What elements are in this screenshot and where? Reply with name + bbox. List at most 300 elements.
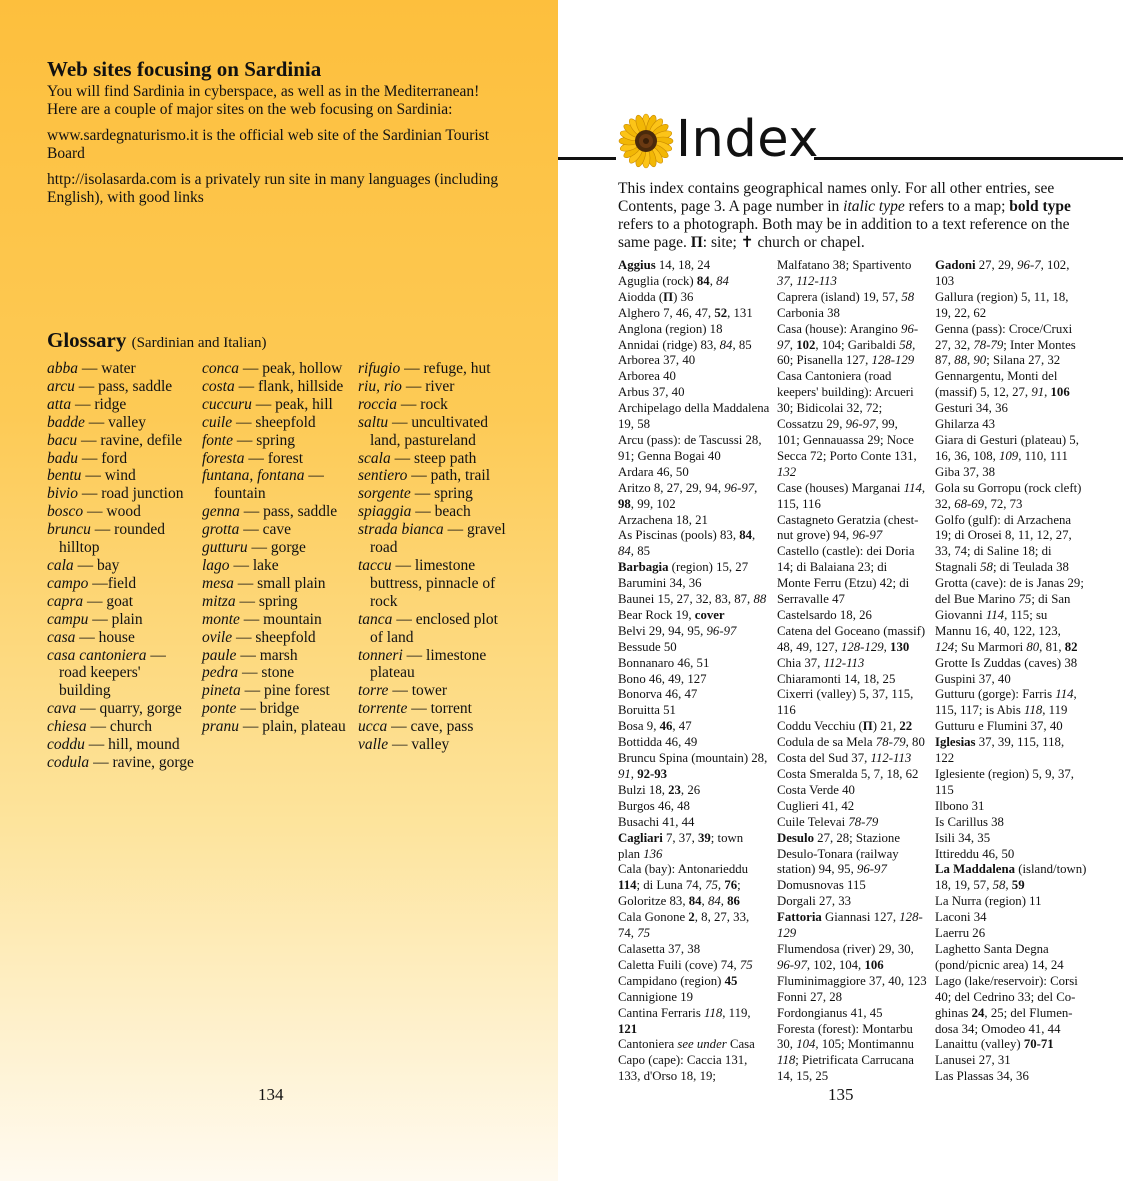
glossary-entry (47, 754, 195, 772)
glossary-definition: — fountain (214, 467, 324, 503)
glossary-column-2 (202, 360, 350, 736)
glossary-entry (47, 378, 195, 396)
index-entry: Lago (lake/reservoir): Corsi (935, 973, 1078, 988)
glossary-term: costa (202, 377, 235, 395)
glossary-definition: — water (78, 360, 136, 377)
glossary-definition: — valley (388, 736, 450, 754)
index-entry: Belvi 29, 94, 95, 96-97 (618, 623, 737, 638)
glossary-definition: — wind (81, 467, 136, 485)
index-entry: Monte Ferru (Etzu) 42; di (777, 576, 910, 591)
index-entry: station) 94, 95, 96-97 (777, 862, 887, 877)
index-entry: Arbus 37, 40 (618, 385, 685, 400)
glossary-term: cuccuru (202, 395, 252, 413)
glossary-entry (47, 396, 195, 414)
index-entry: 16, 36, 108, 109, 110, 111 (935, 448, 1068, 463)
glossary-definition: — sheepfold (232, 413, 316, 431)
glossary-term: casa cantoniera (47, 646, 147, 664)
glossary-term: bosco (47, 503, 84, 521)
index-entry: (massif) 5, 12, 27, 91, 106 (935, 385, 1070, 400)
glossary-term: bivio (47, 485, 78, 503)
index-entry: Laerru 26 (935, 926, 986, 941)
glossary-definition: — plain (88, 610, 143, 628)
glossary-term: bentu (47, 467, 82, 485)
index-entry: 121 (618, 1021, 638, 1036)
index-entry: Bulzi 18, 23, 26 (618, 782, 701, 797)
glossary-definition: — stone (238, 664, 295, 682)
index-column-3 (935, 258, 1085, 1085)
glossary-definition: — path, trail (407, 467, 491, 485)
glossary-entry (47, 414, 195, 432)
glossary-term: cava (47, 700, 77, 718)
index-entry: 91; Genna Bogai 40 (618, 448, 721, 463)
glossary-definition: — peak, hill (251, 395, 333, 413)
glossary-entry (47, 467, 195, 485)
index-entry: Ilbono 31 (935, 798, 985, 813)
glossary-term: saltu (358, 413, 389, 431)
glossary-entry (202, 647, 350, 665)
index-entry: Case (houses) Marganai 114, (777, 480, 926, 495)
index-entry: Mannu 16, 40, 122, 123, (935, 623, 1061, 638)
glossary-definition: — pine forest (240, 682, 330, 700)
web-sites-intro: You will find Sardinia in cyberspace, as well as in the Mediterranean! Here are a couple of major sites on the web focusing on Sardinia: (47, 83, 480, 118)
index-entry: As Piscinas (pools) 83, 84, (618, 528, 756, 543)
index-entry: Gennargentu, Monti del (935, 369, 1058, 384)
index-entry: Foresta (forest): Montarbu (777, 1021, 913, 1036)
glossary-term: ovile (202, 628, 233, 646)
index-entry: Dorgali 27, 33 (777, 894, 852, 909)
index-entry: Aggius 14, 18, 24 (618, 258, 711, 272)
glossary-term: sorgente (358, 485, 411, 503)
index-entry: Iglesiente (region) 5, 9, 37, (935, 767, 1074, 781)
glossary-definition: — ridge (71, 395, 127, 413)
index-entry: La Nurra (region) 11 (935, 894, 1042, 909)
glossary-definition: — road keepers' building (59, 646, 166, 700)
glossary-entry (358, 450, 508, 468)
index-entry: Serravalle 47 (777, 592, 845, 607)
index-entry: 32, 68-69, 72, 73 (935, 496, 1023, 511)
index-entry: 115 (935, 782, 954, 797)
glossary-term: ponte (202, 700, 237, 718)
index-entry: Arborea 40 (618, 369, 676, 384)
index-entry: 30; Bidicolai 32, 72; (777, 401, 883, 416)
glossary-entry (202, 718, 350, 736)
glossary-definition: — limestone plateau (370, 646, 487, 682)
index-entry: Baunei 15, 27, 32, 83, 87, 88 (618, 592, 767, 607)
index-entry: Cagliari 7, 37, 39; town (618, 830, 744, 845)
index-entry: Stagnali 58; di Teulada 38 (935, 560, 1069, 575)
index-entry: Bonorva 46, 47 (618, 687, 698, 702)
glossary-term: mitza (202, 592, 236, 610)
glossary-term: campo (47, 574, 89, 592)
glossary-definition: — beach (411, 503, 471, 521)
glossary-term: torrente (358, 700, 408, 718)
glossary-definition: — marsh (236, 646, 298, 664)
glossary-definition: — torrent (407, 700, 472, 718)
glossary-definition: —field (88, 574, 137, 592)
glossary-entry (47, 575, 195, 593)
glossary-term: genna (202, 503, 240, 521)
glossary-term: paule (202, 646, 237, 664)
glossary-entry (202, 467, 350, 503)
index-entry: Costa Verde 40 (777, 782, 855, 797)
index-entry: Gesturi 34, 36 (935, 401, 1008, 416)
glossary-term: rifugio (358, 360, 401, 377)
index-entry: 115, 116 (777, 496, 821, 511)
glossary-definition: — spring (410, 485, 473, 503)
glossary-definition: — tower (388, 682, 447, 700)
index-title: Index (676, 110, 819, 169)
glossary-term: bacu (47, 431, 78, 449)
glossary-term: campu (47, 610, 89, 628)
glossary-term: atta (47, 395, 72, 413)
glossary-entry (202, 629, 350, 647)
glossary-definition: — pass, saddle (239, 503, 338, 521)
glossary-term: tonneri (358, 646, 403, 664)
glossary-entry (47, 557, 195, 575)
index-entry: Casa Cantoniera (road (777, 369, 892, 384)
index-entry: Fordongianus 41, 45 (777, 1005, 883, 1020)
index-entry: Caletta Fuili (cove) 74, 75 (618, 957, 753, 972)
index-entry: Annidai (ridge) 83, 84, 85 (618, 337, 752, 352)
index-entry: Arcu (pass): de Tascussi 28, (618, 432, 762, 447)
glossary-definition: — rounded hilltop (59, 521, 165, 557)
glossary-entry (47, 485, 195, 503)
glossary-entry (358, 503, 508, 521)
glossary-definition: — ford (78, 449, 128, 467)
index-entry: Gallura (region) 5, 11, 18, (935, 289, 1069, 304)
index-entry: 60; Pisanella 127, 128-129 (777, 353, 915, 368)
glossary-entry (202, 378, 350, 396)
index-entry: Goloritze 83, 84, 84, 86 (618, 894, 740, 909)
index-entry: del Bue Marino 75; di San (935, 592, 1071, 607)
index-entry: Chia 37, 112-113 (777, 655, 865, 670)
glossary-entry (358, 414, 508, 450)
index-entry: Ittireddu 46, 50 (935, 846, 1015, 861)
glossary-term: pedra (202, 664, 239, 682)
glossary-definition: — cave (239, 521, 291, 539)
glossary-entry (47, 718, 195, 736)
index-entry: 37, 112-113 (777, 273, 837, 288)
glossary-column-1 (47, 360, 195, 772)
glossary-term: gutturu (202, 539, 248, 557)
glossary-term: arcu (47, 377, 75, 395)
glossary-entry (202, 360, 350, 378)
index-entry: Arzachena 18, 21 (618, 512, 708, 527)
glossary-entry (358, 682, 508, 700)
glossary-term: mesa (202, 574, 234, 592)
index-entry: Gola su Gorropu (rock cleft) (935, 480, 1082, 495)
index-entry: Chiaramonti 14, 18, 25 (777, 671, 896, 686)
glossary-term: strada bianca (358, 521, 444, 539)
index-entry: Boruitta 51 (618, 703, 676, 718)
glossary-definition: — ravine, gorge (89, 753, 194, 771)
index-entry: Malfatano 38; Spartivento (777, 258, 912, 272)
index-entry: Caprera (island) 19, 57, 58 (777, 289, 915, 304)
glossary-entry (47, 503, 195, 521)
glossary-entry (202, 521, 350, 539)
page-number-left: 134 (258, 1085, 284, 1104)
index-entry: Bear Rock 19, cover (618, 607, 725, 622)
index-entry: Arborea 37, 40 (618, 353, 696, 368)
glossary-definition: — gorge (247, 539, 306, 557)
index-entry: 30, 104, 105; Montimannu (777, 1037, 914, 1052)
index-entry: Guspini 37, 40 (935, 671, 1011, 686)
glossary-term: pranu (202, 718, 240, 736)
index-entry: Cantoniera see under Casa (618, 1037, 755, 1052)
glossary-entry (202, 593, 350, 611)
glossary-term: badde (47, 413, 85, 431)
index-entry: Barumini 34, 36 (618, 576, 702, 591)
index-entry: Cossatzu 29, 96-97, 99, (777, 417, 898, 432)
glossary-term: scala (358, 449, 391, 467)
index-entry: Laghetto Santa Degna (935, 941, 1049, 956)
header-rule-left (558, 157, 616, 160)
index-entry: (pond/picnic area) 14, 24 (935, 957, 1064, 972)
index-entry: Bosa 9, 46, 47 (618, 719, 692, 734)
index-entry: Calasetta 37, 38 (618, 941, 701, 956)
glossary-definition: — small plain (233, 574, 326, 592)
index-entry: Castello (castle): dei Doria (777, 544, 915, 559)
index-entry: Campidano (region) 45 (618, 973, 738, 988)
glossary-term: cuile (202, 413, 233, 431)
page-number-right: 135 (828, 1085, 854, 1104)
index-entry: 84, 85 (618, 544, 650, 559)
index-entry: 129 (777, 926, 797, 941)
glossary-term: conca (202, 360, 240, 377)
glossary-term: tanca (358, 610, 393, 628)
index-entry: Ardara 46, 50 (618, 464, 689, 479)
glossary-definition: — hill, mound (84, 736, 180, 754)
index-entry: Costa Smeralda 5, 7, 18, 62 (777, 767, 919, 781)
glossary-entry (358, 467, 508, 485)
index-entry: Gadoni 27, 29, 96-7, 102, (935, 258, 1070, 272)
glossary-definition: — valley (84, 413, 147, 431)
glossary-definition: — sheepfold (232, 628, 316, 646)
index-entry: 116 (777, 703, 796, 718)
index-entry: 96-97, 102, 104, 106 (777, 957, 884, 972)
index-entry: Cannigione 19 (618, 989, 693, 1004)
glossary-term: sentiero (358, 467, 408, 485)
glossary-definition: — house (75, 628, 135, 646)
glossary-term: valle (358, 736, 389, 754)
index-entry: 48, 49, 127, 128-129, 130 (777, 639, 910, 654)
glossary-definition: — lake (229, 556, 279, 574)
index-entry: Cuglieri 41, 42 (777, 798, 855, 813)
glossary-definition: — pass, saddle (74, 377, 173, 395)
glossary-definition: — peak, hollow (239, 360, 343, 377)
index-entry: Is Carillus 38 (935, 814, 1004, 829)
index-entry: Laconi 34 (935, 910, 987, 925)
index-entry: Codula de sa Mela 78-79, 80 (777, 735, 925, 750)
index-entry: Bonnanaro 46, 51 (618, 655, 710, 670)
glossary-definition: — spring (233, 431, 295, 449)
glossary-entry (47, 450, 195, 468)
index-entry: Alghero 7, 46, 47, 52, 131 (618, 305, 753, 320)
index-column-2 (777, 258, 927, 1085)
glossary-entry (202, 503, 350, 521)
glossary-entry (358, 557, 508, 611)
glossary-entry (47, 736, 195, 754)
index-entry: Golfo (gulf): di Arzachena (935, 512, 1072, 527)
glossary-column-3 (358, 360, 508, 754)
index-entry: Las Plassas 34, 36 (935, 1069, 1029, 1084)
glossary-entry (47, 700, 195, 718)
glossary-entry (47, 647, 195, 701)
index-entry: Lanaittu (valley) 70-71 (935, 1037, 1054, 1052)
glossary-entry (47, 629, 195, 647)
glossary-entry (202, 450, 350, 468)
index-entry: Isili 34, 35 (935, 830, 991, 845)
glossary-term: badu (47, 449, 78, 467)
index-entry: Desulo-Tonara (railway (777, 846, 899, 861)
glossary-entry (202, 557, 350, 575)
glossary-term: codula (47, 753, 90, 771)
glossary-definition: — limestone buttress, pinnacle of rock (370, 556, 496, 610)
glossary-entry (358, 360, 508, 378)
index-entry: 122 (935, 751, 955, 766)
index-entry: 19; di Orosei 8, 11, 12, 27, (935, 528, 1072, 543)
glossary-definition: — ravine, defile (77, 431, 183, 449)
glossary-heading (47, 328, 267, 353)
glossary-term: ucca (358, 718, 388, 736)
index-entry: 132 (777, 464, 797, 479)
glossary-term: torre (358, 682, 389, 700)
glossary-definition: — steep path (390, 449, 477, 467)
index-entry: Genna (pass): Croce/Cruxi (935, 321, 1073, 336)
index-entry: Giovanni 114, 115; su (935, 607, 1048, 622)
glossary-term: bruncu (47, 521, 91, 539)
glossary-entry (358, 611, 508, 647)
glossary-entry (202, 539, 350, 557)
glossary-definition: — refuge, hut (400, 360, 491, 377)
glossary-term: monte (202, 610, 240, 628)
index-entry: 14, 15, 25 (777, 1069, 829, 1084)
glossary-entry (358, 736, 508, 754)
glossary-definition: — enclosed plot of land (370, 610, 498, 646)
index-entry: Bottidda 46, 49 (618, 735, 698, 750)
glossary-term: lago (202, 556, 230, 574)
index-entry: Flumendosa (river) 29, 30, (777, 941, 914, 956)
index-entry: 103 (935, 273, 955, 288)
glossary-entry (358, 396, 508, 414)
index-entry: Gutturu e Flumini 37, 40 (935, 719, 1063, 734)
index-entry: Coddu Vecchiu (Π) 21, 22 (777, 719, 913, 734)
index-entry: nut grove) 94, 96-97 (777, 528, 883, 543)
glossary-entry (358, 700, 508, 718)
glossary-definition: — wood (83, 503, 141, 521)
index-entry: Cala Gonone 2, 8, 27, 33, (618, 910, 750, 925)
glossary-definition: — quarry, gorge (76, 700, 182, 718)
index-entry: Catena del Goceano (massif) (777, 623, 926, 638)
index-entry: Castagneto Geratzia (chest- (777, 512, 919, 527)
index-entry: 27, 32, 78-79; Inter Montes (935, 337, 1076, 352)
glossary-definition: — goat (83, 592, 134, 610)
index-entry: Capo (cape): Caccia 131, (618, 1053, 748, 1068)
glossary-term: cala (47, 556, 74, 574)
glossary-definition: — river (401, 377, 455, 395)
header-rule-right (814, 157, 1123, 160)
glossary-entry (358, 718, 508, 736)
index-entry: Busachi 41, 44 (618, 814, 695, 829)
index-entry: Casa (house): Arangino 96- (777, 321, 919, 336)
glossary-entry (358, 485, 508, 503)
index-entry: Lanusei 27, 31 (935, 1053, 1011, 1068)
index-entry: 115, 117; is Abis 118, 119 (935, 703, 1068, 718)
glossary-entry (47, 593, 195, 611)
glossary-term: pineta (202, 682, 241, 700)
index-entry: 97, 102, 104; Garibaldi 58, (777, 337, 916, 352)
index-entry: Bruncu Spina (mountain) 28, (618, 751, 768, 766)
index-entry: Giara di Gesturi (plateau) 5, (935, 432, 1079, 447)
glossary-entry (202, 611, 350, 629)
index-entry: plan 136 (618, 846, 663, 861)
glossary-term: chiesa (47, 718, 87, 736)
glossary-entry (47, 611, 195, 629)
glossary-entry (202, 396, 350, 414)
index-entry: Barbagia (region) 15, 27 (618, 560, 749, 575)
glossary-entry (202, 575, 350, 593)
index-column-1 (618, 258, 768, 1085)
glossary-definition: — mountain (239, 610, 322, 628)
index-entry: Desulo 27, 28; Stazione (777, 830, 900, 845)
glossary-entry (202, 682, 350, 700)
glossary-definition: — bay (73, 556, 120, 574)
sunflower-icon (618, 113, 674, 169)
index-entry: 87, 88, 90; Silana 27, 32 (935, 353, 1061, 368)
glossary-entry (358, 521, 508, 557)
glossary-entry (47, 360, 195, 378)
glossary-entry (202, 432, 350, 450)
web-sites-private: http://isolasarda.com is a privately run site in many languages (including English), with good links (47, 171, 499, 206)
index-entry: Grotta (cave): de is Janas 29; (935, 576, 1084, 591)
index-entry: La Maddalena (island/town) (935, 862, 1087, 877)
glossary-term: fonte (202, 431, 233, 449)
index-entry: 124; Su Marmori 80, 81, 82 (935, 639, 1078, 654)
index-entry: Costa del Sud 37, 112-113 (777, 751, 912, 766)
glossary-term: coddu (47, 736, 85, 754)
glossary-term: abba (47, 360, 78, 377)
glossary-definition: — church (86, 718, 153, 736)
index-entry: 118; Pietrificata Carrucana (777, 1053, 914, 1068)
glossary-entry (47, 521, 195, 557)
index-entry: Cuile Televai 78-79 (777, 814, 879, 829)
glossary-definition: — road junction (78, 485, 184, 503)
index-entry: Cixerri (valley) 5, 37, 115, (777, 687, 914, 702)
index-entry: 18, 19, 57, 58, 59 (935, 878, 1025, 893)
glossary-term: funtana, fontana (202, 467, 305, 485)
index-entry: 40; del Cedrino 33; del Co- (935, 989, 1076, 1004)
index-entry: Bono 46, 49, 127 (618, 671, 707, 686)
index-entry: Iglesias 37, 39, 115, 118, (935, 735, 1065, 750)
index-entry: Domusnovas 115 (777, 878, 866, 893)
index-entry: 101; Gennauassa 29; Noce (777, 432, 914, 447)
glossary-term: foresta (202, 449, 245, 467)
glossary-title: Glossary (47, 328, 127, 352)
index-entry: Fattoria Giannasi 127, 128- (777, 910, 923, 925)
glossary-definition: — spring (235, 592, 298, 610)
index-entry: Aiodda (Π) 36 (618, 289, 694, 304)
glossary-subtitle: (Sardinian and Italian) (131, 335, 267, 351)
index-entry: Grotte Is Zuddas (caves) 38 (935, 655, 1078, 670)
glossary-term: riu, rio (358, 377, 402, 395)
glossary-definition: — bridge (236, 700, 300, 718)
index-entry: Fluminimaggiore 37, 40, 123 (777, 973, 927, 988)
glossary-entry (202, 664, 350, 682)
index-entry: Anglona (region) 18 (618, 321, 723, 336)
index-entry: 19, 58 (618, 417, 650, 432)
index-entry: Aguglia (rock) 84, 84 (618, 273, 729, 288)
glossary-entry (202, 414, 350, 432)
